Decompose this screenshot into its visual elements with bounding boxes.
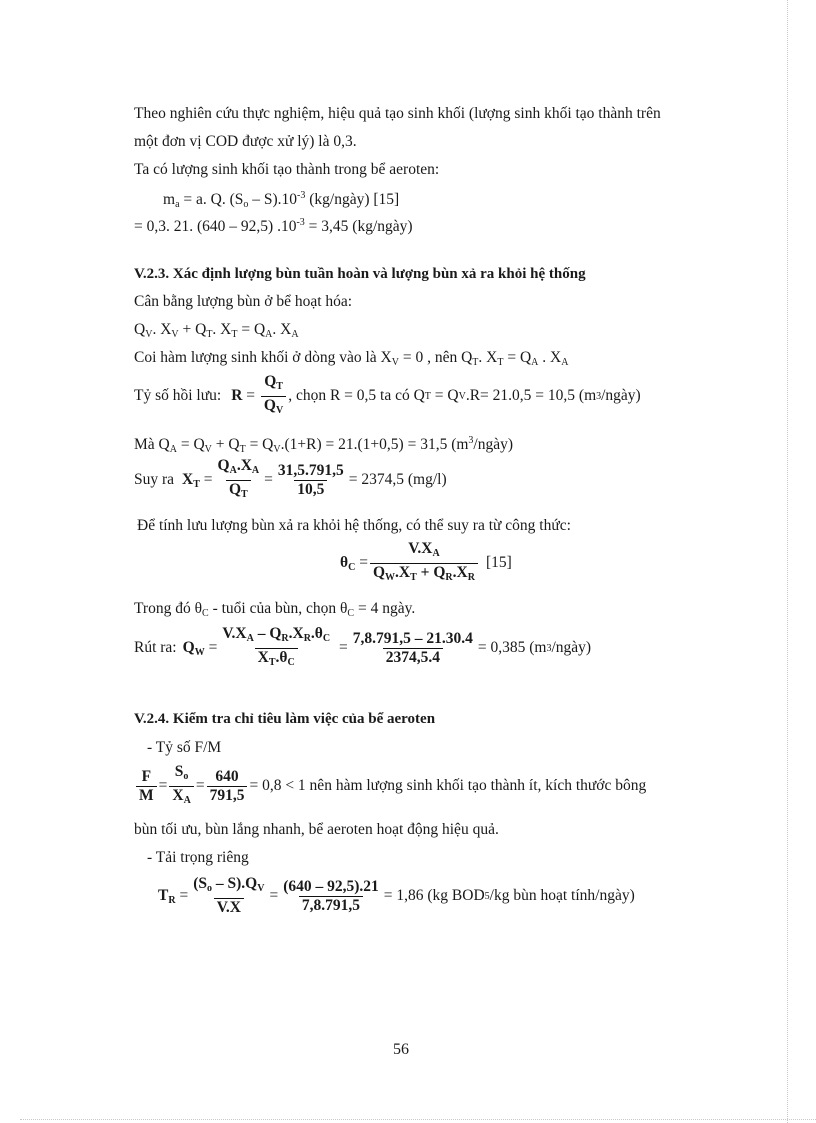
formula-ma: $m_a = a$. Q. $(S_o - S).10^{-3}$ (kg/ngày) [15]	[163, 190, 400, 210]
section-heading-v24: V.2.4. Kiểm tra chỉ tiêu làm việc của bể aeroten	[134, 711, 436, 727]
xt-fraction-numeric: $\frac{31,5.791,5}{10,5}$	[277, 461, 344, 498]
ratio-equation: Tỷ số hồi lưu: R = $\frac{Q_T}{Q_V}$ , chọn R = 0,5 ta có Q T = Q V .R = 21.0,5 = 10,5 (m 3 /ngày)	[134, 374, 641, 418]
theta-note: Trong đó $\theta_C$ - tuổi của bùn, chọn $\theta_C = 4$ ngày.	[134, 600, 416, 619]
qw-fraction-numeric: $\frac{7,8.791,5 - 21.30.4}{2374,5.4}$	[352, 629, 473, 666]
balance-intro: Cân bằng lượng bùn ở bể hoạt hóa:	[134, 293, 353, 310]
page-edge-bottom	[20, 1119, 816, 1120]
xt-equation: Suy ra $X_T$ = $\frac{Q_A.X_A}{Q_T}$ = $\frac{31,5.791,5}{10,5}$ = 2374,5 (mg/l)	[134, 458, 447, 502]
balance-equation: $Q_V$. $X_V + Q_T$. $X_T = Q_A$. $X_A$	[134, 321, 299, 340]
fm-fraction-numeric: $\frac{640}{791,5}$	[207, 768, 248, 805]
ratio-label: Tỷ số hồi lưu:	[134, 387, 222, 404]
fm-line-2: bùn tối ưu, bùn lắng nhanh, bể aeroten hoạt động hiệu quả.	[134, 821, 499, 838]
calc-ma: = 0,3. 21. (640 – 92,5) $.10^{-3} = 3,45$ (kg/ngày)	[134, 217, 413, 235]
qw-fraction-symbolic: $\frac{V.X_A - Q_R.X_R.\theta_C}{X_T.\theta_C}$	[219, 625, 333, 672]
fm-equation: $\frac{F}{M}$ = $\frac{S_o}{X_A}$ = $\frac{640}{791,5}$ = 0,8 < 1 nên hàm lượng sinh khối tạo thành ít, kích thước bông	[134, 764, 646, 808]
fm-fraction: $\frac{F}{M}$	[136, 768, 157, 805]
fm-fraction-symbolic: $\frac{S_o}{X_A}$	[169, 763, 193, 810]
fm-bullet: - Tỷ số F/M	[147, 739, 222, 756]
tr-equation: $T_R$ = $\frac{(S_o - S).Q_V}{V.X}$ = $\frac{(640 - 92,5).21}{7,8.791,5}$ = 1,86 (kg BOD 5 /kg bùn hoạt tính/ngày)	[158, 875, 635, 916]
qw-equation: Rút ra: $Q_W$ = $\frac{V.X_A - Q_R.X_R.\theta_C}{X_T.\theta_C}$ = $\frac{7,8.791,5 - 21.30.4}{2374,5.4}$ = 0,385 (m 3 /ngày)	[134, 625, 591, 671]
qa-equation: Mà $Q_A = Q_V + Q_T = Q_V.(1+R) = 21.(1+0,5) = 31,5$ $(m^3/ngày)$	[134, 435, 514, 455]
paragraph-line-1: Theo nghiên cứu thực nghiệm, hiệu quả tạo sinh khối (lượng sinh khối tạo thành trên	[134, 105, 661, 122]
theta-equation: $\theta_C$ = $\frac{V.X_A}{Q_W.X_T + Q_R.X_R}$ [15]	[340, 540, 512, 586]
sludge-intro: Để tính lưu lượng bùn xả ra khỏi hệ thống, có thể suy ra từ công thức:	[137, 517, 571, 534]
load-bullet: - Tải trọng riêng	[147, 849, 249, 866]
paragraph-line-3: Ta có lượng sinh khối tạo thành trong bể aeroten:	[134, 161, 440, 178]
paragraph-line-2: một đơn vị COD được xử lý) là 0,3.	[134, 133, 357, 150]
assumption-line: Coi hàm lượng sinh khối ở dòng vào là $X_V = 0$ , nên $Q_T$. $X_T = Q_A$ . $X_A$	[134, 349, 569, 368]
ratio-fraction: $\frac{Q_T}{Q_V}$	[261, 373, 286, 420]
tr-fraction-symbolic: $\frac{(S_o - S).Q_V}{V.X}$	[193, 875, 265, 916]
page-edge-right	[787, 0, 788, 1123]
section-heading-v23: V.2.3. Xác định lượng bùn tuần hoàn và lượng bùn xả ra khỏi hệ thống	[134, 266, 586, 282]
theta-fraction: $\frac{V.X_A}{Q_W.X_T + Q_R.X_R}$	[370, 540, 478, 587]
page-number: 56	[393, 1041, 409, 1058]
tr-fraction-numeric: $\frac{(640 - 92,5).21}{7,8.791,5}$	[283, 877, 379, 914]
xt-fraction-symbolic: $\frac{Q_A.X_A}{Q_T}$	[215, 457, 263, 504]
